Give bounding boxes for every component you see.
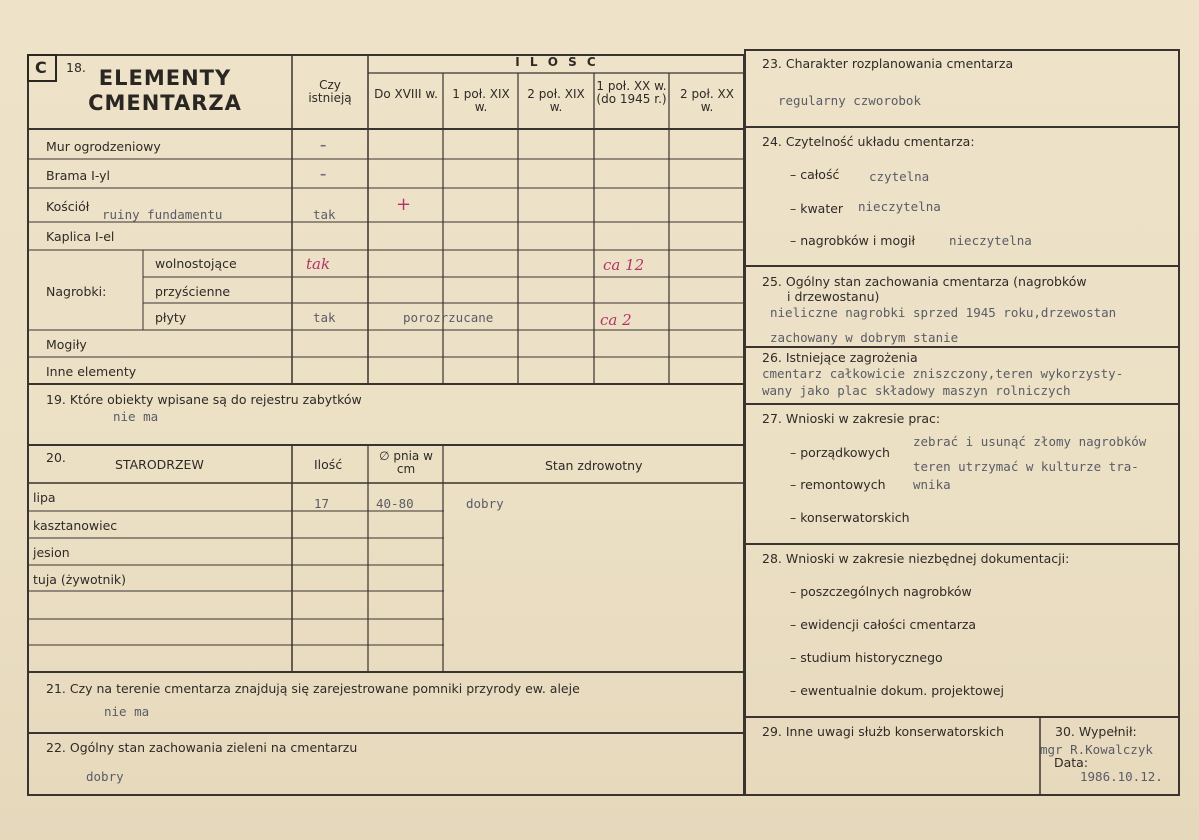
s22-label: 22. Ogólny stan zachowania zieleni na cmentarzu xyxy=(46,740,358,755)
s24-calosc-label: – całość xyxy=(790,167,840,182)
s24-nagrob-label: – nagrobków i mogił xyxy=(790,233,916,248)
col-2pol-xix: 2 poł. XIX w. xyxy=(527,87,585,114)
s19-value: nie ma xyxy=(113,409,159,424)
row-inne: Inne elementy xyxy=(46,364,137,379)
s22-value: dobry xyxy=(86,769,124,784)
s30-date-label: Data: xyxy=(1054,755,1089,770)
row-przyscienne: przyścienne xyxy=(155,284,231,299)
row-mogily: Mogiły xyxy=(46,337,87,352)
s27-porzadkowych: – porządkowych xyxy=(790,445,890,460)
s28-item-projektowej: – ewentualnie dokum. projektowej xyxy=(790,683,1005,698)
row-brama: Brama I-yl xyxy=(46,168,111,183)
kosciol-note: ruiny fundamentu xyxy=(102,207,223,222)
s24-kwater-value: nieczytelna xyxy=(858,199,941,214)
row-kaplica: Kaplica I-el xyxy=(46,229,115,244)
kosciol-czy-value: tak xyxy=(313,207,336,222)
s21-label: 21. Czy na terenie cmentarza znajdują się zarejestrowane pomniki przyrody ew. aleje xyxy=(46,681,580,696)
s29-label: 29. Inne uwagi służb konserwatorskich xyxy=(762,724,1004,739)
lipa-stan: dobry xyxy=(466,496,504,511)
tree-kasztanowiec: kasztanowiec xyxy=(33,518,118,533)
s20-number: 20. xyxy=(46,450,66,465)
lipa-ilosc: 17 xyxy=(314,496,330,511)
col-1pol-xix: 1 poł. XIX w. xyxy=(452,87,510,114)
s27-konserwatorskich: – konserwatorskich xyxy=(790,510,910,525)
kosciol-do18-value: + xyxy=(396,194,412,215)
s28-item-studium: – studium historycznego xyxy=(790,650,943,665)
section-letter: C xyxy=(35,58,47,77)
s24-calosc-value: czytelna xyxy=(869,169,930,184)
tree-tuja: tuja (żywotnik) xyxy=(33,572,127,587)
s25-label-1: 25. Ogólny stan zachowania cmentarza (nagrobków xyxy=(762,274,1087,289)
row-wolnostojace: wolnostojące xyxy=(155,256,237,271)
s26-label: 26. Istniejące zagrożenia xyxy=(762,350,918,365)
s24-nagrob-value: nieczytelna xyxy=(949,233,1032,248)
s24-label: 24. Czytelność układu cmentarza: xyxy=(762,134,975,149)
s28-item-ewidencji: – ewidencji całości cmentarza xyxy=(790,617,977,632)
s18-title-line1: ELEMENTY xyxy=(98,66,232,90)
s27-remontowych: – remontowych xyxy=(790,477,886,492)
s18-number: 18. xyxy=(66,60,86,75)
col-czy-istnieja: Czy istnieją xyxy=(308,78,352,105)
s27-value-2: teren utrzymać w kulturze tra- xyxy=(913,459,1139,474)
s30-name: mgr R.Kowalczyk xyxy=(1040,742,1153,757)
plyty-note: porozrzucane xyxy=(403,310,494,325)
lipa-pnia: 40-80 xyxy=(376,496,414,511)
s28-item-nagrobkow: – poszczególnych nagrobków xyxy=(790,584,972,599)
row-kosciol: Kościół xyxy=(46,199,90,214)
col-do-xviii: Do XVIII w. xyxy=(374,87,438,101)
s26-value-1: cmentarz całkowicie zniszczony,teren wykorzysty- xyxy=(762,366,1124,381)
s19-label: 19. Które obiekty wpisane są do rejestru zabytków xyxy=(46,392,362,407)
brama-czy-value: – xyxy=(320,166,327,181)
wolno-czy-value: tak xyxy=(306,255,331,273)
s20-col-ilosc: Ilość xyxy=(314,457,343,472)
s20-col-pnia: ∅ pnia w cm xyxy=(379,449,433,476)
wolno-1pol20-value: ca 12 xyxy=(603,256,645,274)
s20-col-stan: Stan zdrowotny xyxy=(545,458,643,473)
col-ilosc: I L O Ś Ć xyxy=(515,55,599,69)
row-mur: Mur ogrodzeniowy xyxy=(46,139,161,154)
s30-date: 1986.10.12. xyxy=(1080,769,1163,784)
col-2pol-xx: 2 poł. XX w. xyxy=(680,87,734,114)
row-nagrobki: Nagrobki: xyxy=(46,284,107,299)
s21-value: nie ma xyxy=(104,704,150,719)
s20-title: STARODRZEW xyxy=(115,457,204,472)
col-1pol-xx: 1 poł. XX w. (do 1945 r.) xyxy=(596,79,667,106)
row-plyty: płyty xyxy=(155,310,187,325)
mur-czy-value: – xyxy=(320,137,327,152)
s26-value-2: wany jako plac składowy maszyn rolniczych xyxy=(762,383,1071,398)
s27-value-3: wnika xyxy=(913,477,951,492)
s25-label-2: i drzewostanu) xyxy=(787,289,880,304)
s30-label: 30. Wypełnił: xyxy=(1055,724,1137,739)
s18-title-line2: CMENTARZA xyxy=(88,91,242,115)
s27-label: 27. Wnioski w zakresie prac: xyxy=(762,411,941,426)
plyty-czy-value: tak xyxy=(313,310,336,325)
s25-value-1: nieliczne nagrobki sprzed 1945 roku,drzewostan xyxy=(770,305,1117,320)
s28-label: 28. Wnioski w zakresie niezbędnej dokumentacji: xyxy=(762,551,1070,566)
s18-title xyxy=(80,66,250,116)
s24-kwater-label: – kwater xyxy=(790,201,844,216)
plyty-1pol20-value: ca 2 xyxy=(600,311,632,329)
tree-jesion: jesion xyxy=(33,545,70,560)
s23-label: 23. Charakter rozplanowania cmentarza xyxy=(762,56,1014,71)
s27-value-1: zebrać i usunąć złomy nagrobków xyxy=(913,434,1147,449)
s25-value-2: zachowany w dobrym stanie xyxy=(770,330,959,345)
s23-value: regularny czworobok xyxy=(778,93,921,108)
tree-lipa: lipa xyxy=(33,490,56,505)
